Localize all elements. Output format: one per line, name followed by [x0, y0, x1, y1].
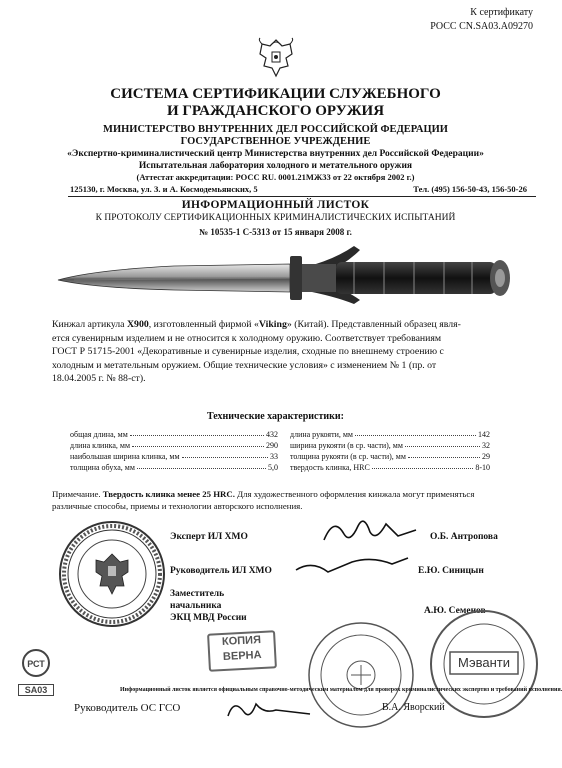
head-role: Руководитель ИЛ ХМО — [170, 566, 272, 576]
note-hardness: Твердость клинка менее 25 HRC. — [102, 489, 235, 499]
head-name: Е.Ю. Синицын — [418, 566, 484, 576]
doc-number: № 10535-1 С-5313 от 15 января 2008 г. — [199, 227, 352, 237]
spec-value: 5,0 — [268, 463, 278, 472]
footer-fine-print: Информационный листок является официальным справочно-методическим материалом для проверок криминалистических экспертиз и требований исполнения. — [120, 687, 562, 693]
spec-value: 142 — [478, 430, 490, 439]
spec-row — [70, 452, 278, 461]
specs-heading: Технические характеристики: — [207, 411, 344, 422]
description-line4: холодным и метательным оружием. Общие технические условия» с изменением № 1 (пр. от — [52, 359, 437, 371]
ministry-block — [0, 124, 551, 148]
copy-stamp-line1: КОПИЯ — [221, 634, 262, 649]
certificate-ref-number: РОСС CN.SA03.A09270 — [430, 21, 533, 32]
copy-stamp-line2: ВЕРНА — [222, 648, 262, 663]
note-line2: различные способы, приемы и технологии авторского исполнения. — [52, 501, 303, 511]
description-origin: » (Китай). Представленный образец явля- — [286, 319, 461, 330]
ministry-name: МИНИСТЕРСТВО ВНУТРЕННИХ ДЕЛ РОССИЙСКОЙ ФЕДЕРАЦИИ — [103, 124, 448, 135]
deputy-name: А.Ю. Семенов — [424, 606, 486, 616]
description-line3: ГОСТ Р 51715-2001 «Декоративные и сувенирные изделия, сходные по внешнему строению с — [52, 346, 444, 357]
address: 125130, г. Москва, ул. З. и А. Космодемьянских, 5 — [70, 184, 258, 194]
product-model: X900 — [126, 319, 149, 330]
description-prefix: Кинжал артикула — [52, 319, 127, 330]
expert-role: Эксперт ИЛ ХМО — [170, 532, 248, 542]
spec-row — [290, 441, 490, 450]
description-line2: ется сувенирным изделием и не относится к холодному оружию. Соответствует требованиям — [52, 332, 442, 344]
deputy-role-line3: ЭКЦ МВД России — [170, 613, 247, 623]
ostso-role: Руководитель ОС ГСО — [74, 702, 181, 714]
note-prefix: Примечание. — [52, 489, 103, 499]
lab-name: Испытательная лаборатория холодного и метательного оружия — [138, 161, 413, 171]
round-seal-mvd — [58, 520, 166, 628]
description-text — [52, 318, 530, 386]
header-divider — [68, 196, 536, 197]
spec-label: общая длина, мм — [70, 430, 128, 439]
expert-signature — [320, 512, 420, 553]
spec-label: толщина рукояти (в ср. части), мм — [290, 452, 406, 461]
ministry-institution: ГОСУДАРСТВЕННОЕ УЧРЕЖДЕНИЕ — [180, 136, 371, 147]
rst-mark — [18, 648, 54, 694]
spec-row — [70, 463, 278, 472]
system-title — [0, 86, 551, 120]
spec-label: твердость клинка, HRC — [290, 463, 370, 472]
spec-value: 290 — [266, 441, 278, 450]
product-brand: Viking — [258, 319, 287, 330]
system-title-line1: СИСТЕМА СЕРТИФИКАЦИИ СЛУЖЕБНОГО — [110, 86, 441, 102]
certificate-ref — [430, 6, 533, 34]
phone: Тел. (495) 156-50-43, 156-50-26 — [413, 184, 527, 194]
spec-row — [290, 463, 490, 472]
rst-sa03-label: SA03 — [18, 684, 54, 696]
spec-value: 432 — [266, 430, 278, 439]
spec-value: 8-10 — [475, 463, 490, 472]
doc-title: ИНФОРМАЦИОННЫЙ ЛИСТОК — [181, 199, 370, 211]
spec-row — [290, 452, 490, 461]
description-line1 — [52, 318, 530, 332]
deputy-role-line2: начальника — [170, 601, 222, 611]
company-seal-name: Мэванти — [458, 655, 510, 670]
center-name: «Экспертно-криминалистический центр Министерства внутренних дел Российской Федерации» — [67, 149, 484, 159]
ostso-signature — [224, 694, 314, 729]
spec-value: 32 — [482, 441, 490, 450]
note-continuation: Для художественного оформления кинжала могут применяться — [234, 489, 475, 499]
spec-row — [70, 430, 278, 439]
expert-name: О.Б. Антропова — [430, 532, 498, 542]
round-seal-certification — [306, 620, 416, 730]
spec-label: длина клинка, мм — [70, 441, 131, 450]
note — [52, 488, 532, 512]
head-signature — [292, 550, 412, 589]
spec-row — [70, 441, 278, 450]
spec-row — [290, 430, 490, 439]
coat-of-arms-emblem — [256, 36, 296, 80]
spec-label: ширина рукояти (в ср. части), мм — [290, 441, 403, 450]
description-line5: 18.04.2005 г. № 88-ст). — [52, 373, 146, 384]
spec-label: наибольшая ширина клинка, мм — [70, 452, 180, 461]
spec-label: длина рукояти, мм — [290, 430, 353, 439]
spec-value: 29 — [482, 452, 490, 461]
certificate-ref-label: К сертификату — [470, 7, 533, 18]
copy-stamp — [207, 630, 277, 672]
rst-mark-text: РСТ — [27, 659, 45, 669]
accreditation: (Аттестат аккредитации: РОСС RU. 0001.21МЖ33 от 22 октября 2002 г.) — [136, 172, 415, 182]
spec-label: толщина обуха, мм — [70, 463, 135, 472]
deputy-role — [170, 588, 247, 624]
deputy-role-line1: Заместитель — [170, 589, 225, 599]
knife-image — [54, 242, 514, 308]
ostso-name: В.А. Яворский — [382, 702, 445, 713]
spec-value: 33 — [270, 452, 278, 461]
doc-subtitle: К ПРОТОКОЛУ СЕРТИФИКАЦИОННЫХ КРИМИНАЛИСТИЧЕСКИХ ИСПЫТАНИЙ — [95, 213, 456, 223]
note-line1 — [52, 488, 532, 500]
system-title-line2: И ГРАЖДАНСКОГО ОРУЖИЯ — [166, 103, 385, 119]
description-maker: , изготовленный фирмой « — [148, 319, 259, 330]
